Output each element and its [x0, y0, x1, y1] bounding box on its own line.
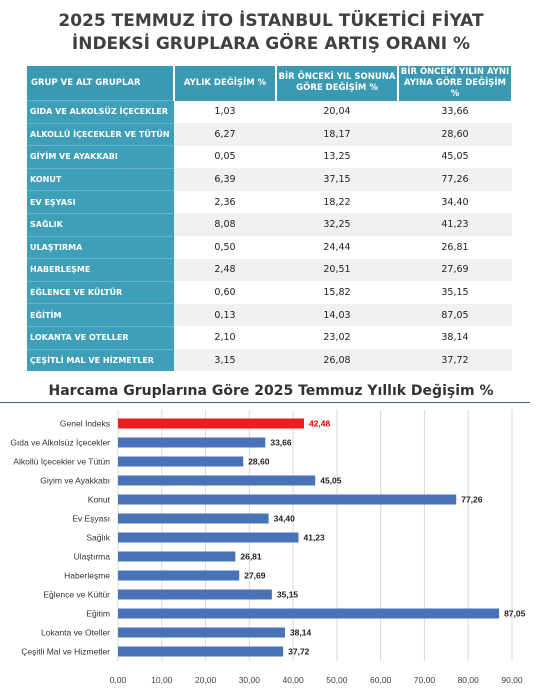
table-header-row	[27, 66, 512, 101]
x-tick-label: 80,00	[457, 675, 479, 685]
row-group-label: ÇEŞİTLİ MAL VE HİZMETLER	[27, 349, 174, 371]
row-group-label: EĞLENCE VE KÜLTÜR	[27, 281, 174, 304]
cell-yoy: 27,69	[398, 259, 512, 282]
category-label: Haberleşme	[64, 570, 110, 581]
table-row	[27, 281, 512, 304]
x-tick-label: 50,00	[326, 675, 348, 685]
table-row	[27, 123, 512, 146]
row-group-label: LOKANTA VE OTELLER	[27, 326, 174, 349]
cell-monthly: 3,15	[174, 349, 276, 371]
cell-yoy: 38,14	[398, 326, 512, 349]
bar	[118, 514, 269, 524]
report-title-line1: 2025 TEMMUZ İTO İSTANBUL TÜKETİCİ FİYAT	[58, 11, 484, 31]
cell-monthly: 8,08	[174, 213, 276, 236]
bar	[118, 571, 239, 581]
table-row	[27, 213, 512, 236]
chart-title: Harcama Gruplarına Göre 2025 Temmuz Yıllık Değişim %	[48, 383, 494, 399]
table-row	[27, 146, 512, 169]
table-row	[27, 168, 512, 191]
table-row	[27, 236, 512, 259]
value-label: 34,40	[273, 513, 295, 524]
table-row	[27, 304, 512, 327]
cell-monthly: 0,05	[174, 146, 276, 169]
bar	[118, 609, 499, 619]
value-label: 27,69	[244, 570, 266, 581]
cell-monthly: 6,39	[174, 168, 276, 191]
x-tick-label: 70,00	[413, 675, 436, 685]
cell-monthly: 1,03	[174, 101, 276, 124]
x-tick-label: 90,00	[501, 675, 523, 685]
value-label: 41,23	[303, 532, 325, 543]
cell-monthly: 6,27	[174, 123, 276, 146]
cell-monthly: 2,48	[174, 259, 276, 282]
table-row	[27, 191, 512, 214]
cell-ytd: 20,51	[276, 259, 398, 282]
bar	[118, 647, 283, 657]
value-label: 87,05	[504, 608, 526, 619]
table-row	[27, 349, 512, 371]
cell-yoy: 28,60	[398, 123, 512, 146]
category-label: Sağlık	[86, 532, 110, 543]
row-group-label: ULAŞTIRMA	[27, 236, 174, 259]
cell-ytd: 18,17	[276, 123, 398, 146]
bar	[118, 419, 304, 429]
category-label: Giyim ve Ayakkabı	[40, 475, 110, 486]
cell-yoy: 26,81	[398, 236, 512, 259]
cell-ytd: 20,04	[276, 101, 398, 124]
header-ytd: BİR ÖNCEKİ YIL SONUNA GÖRE DEĞİŞİM %	[276, 66, 398, 101]
x-tick-label: 30,00	[238, 675, 260, 685]
bar	[118, 457, 243, 467]
cell-yoy: 37,72	[398, 349, 512, 371]
value-label: 45,05	[320, 475, 342, 486]
row-group-label: GIDA VE ALKOLSÜZ İÇECEKLER	[27, 101, 174, 124]
cell-ytd: 15,82	[276, 281, 398, 304]
row-group-label: EV EŞYASI	[27, 191, 174, 214]
cell-monthly: 2,10	[174, 326, 276, 349]
value-label: 38,14	[289, 627, 312, 638]
header-yoy: BİR ÖNCEKİ YILIN AYNI AYINA GÖRE DEĞİŞİM %	[398, 66, 512, 101]
value-label: 33,66	[270, 437, 292, 448]
category-label: Çeşitli Mal ve Hizmetler	[21, 646, 110, 657]
cell-monthly: 0,50	[174, 236, 276, 259]
x-tick-label: 60,00	[370, 675, 392, 685]
x-tick-label: 0,00	[109, 675, 127, 685]
row-group-label: ALKOLLÜ İÇECEKLER VE TÜTÜN	[27, 123, 174, 146]
category-label: Eğitim	[86, 608, 110, 619]
row-group-label: EĞİTİM	[27, 304, 174, 327]
table-row	[27, 101, 512, 124]
cpi-table	[27, 66, 513, 371]
bar	[118, 533, 298, 543]
cell-ytd: 26,08	[276, 349, 398, 371]
table-row	[27, 326, 512, 349]
bar-chart	[0, 404, 542, 700]
table-row	[27, 259, 512, 282]
header-group: GRUP VE ALT GRUPLAR	[27, 66, 174, 101]
cell-yoy: 77,26	[398, 168, 512, 191]
value-label: 35,15	[276, 589, 299, 600]
cell-monthly: 2,36	[174, 191, 276, 214]
value-label: 37,72	[288, 646, 310, 657]
bar	[118, 590, 272, 600]
cell-ytd: 32,25	[276, 213, 398, 236]
category-label: Gıda ve Alkolsüz İçecekler	[10, 437, 110, 448]
cell-yoy: 45,05	[398, 146, 512, 169]
cell-ytd: 24,44	[276, 236, 398, 259]
x-tick-label: 40,00	[282, 675, 304, 685]
bar	[118, 628, 285, 638]
cell-ytd: 18,22	[276, 191, 398, 214]
category-label: Konut	[87, 494, 110, 505]
bar	[118, 552, 235, 562]
category-label: Ev Eşyası	[72, 513, 110, 524]
cell-yoy: 34,40	[398, 191, 512, 214]
cell-yoy: 87,05	[398, 304, 512, 327]
cell-yoy: 41,23	[398, 213, 512, 236]
x-tick-label: 20,00	[194, 675, 217, 685]
cell-ytd: 37,15	[276, 168, 398, 191]
bar	[118, 495, 456, 505]
chart-title-divider	[0, 402, 530, 403]
value-label: 77,26	[461, 494, 483, 505]
cell-yoy: 35,15	[398, 281, 512, 304]
row-group-label: HABERLEŞME	[27, 259, 174, 282]
row-group-label: SAĞLIK	[27, 213, 174, 236]
report-title	[0, 10, 542, 56]
header-monthly: AYLIK DEĞİŞİM %	[174, 66, 276, 101]
cell-monthly: 0,13	[174, 304, 276, 327]
row-group-label: GİYİM VE AYAKKABI	[27, 146, 174, 169]
category-label: Ulaştırma	[73, 551, 110, 562]
row-group-label: KONUT	[27, 168, 174, 191]
value-label: 26,81	[240, 551, 262, 562]
cell-ytd: 13,25	[276, 146, 398, 169]
bar	[118, 438, 265, 448]
category-label: Alkollü İçecekler ve Tütün	[13, 456, 110, 467]
cell-yoy: 33,66	[398, 101, 512, 124]
cell-ytd: 23,02	[276, 326, 398, 349]
bar	[118, 476, 315, 486]
value-label: 28,60	[248, 456, 270, 467]
cell-monthly: 0,60	[174, 281, 276, 304]
report-title-line2: İNDEKSİ GRUPLARA GÖRE ARTIŞ ORANI %	[71, 34, 471, 54]
category-label: Genel İndeks	[59, 418, 110, 429]
category-label: Eğlence ve Kültür	[43, 589, 110, 600]
x-tick-label: 10,00	[151, 675, 173, 685]
category-label: Lokanta ve Oteller	[41, 627, 110, 638]
value-label: 42,48	[308, 418, 331, 429]
cell-ytd: 14,03	[276, 304, 398, 327]
